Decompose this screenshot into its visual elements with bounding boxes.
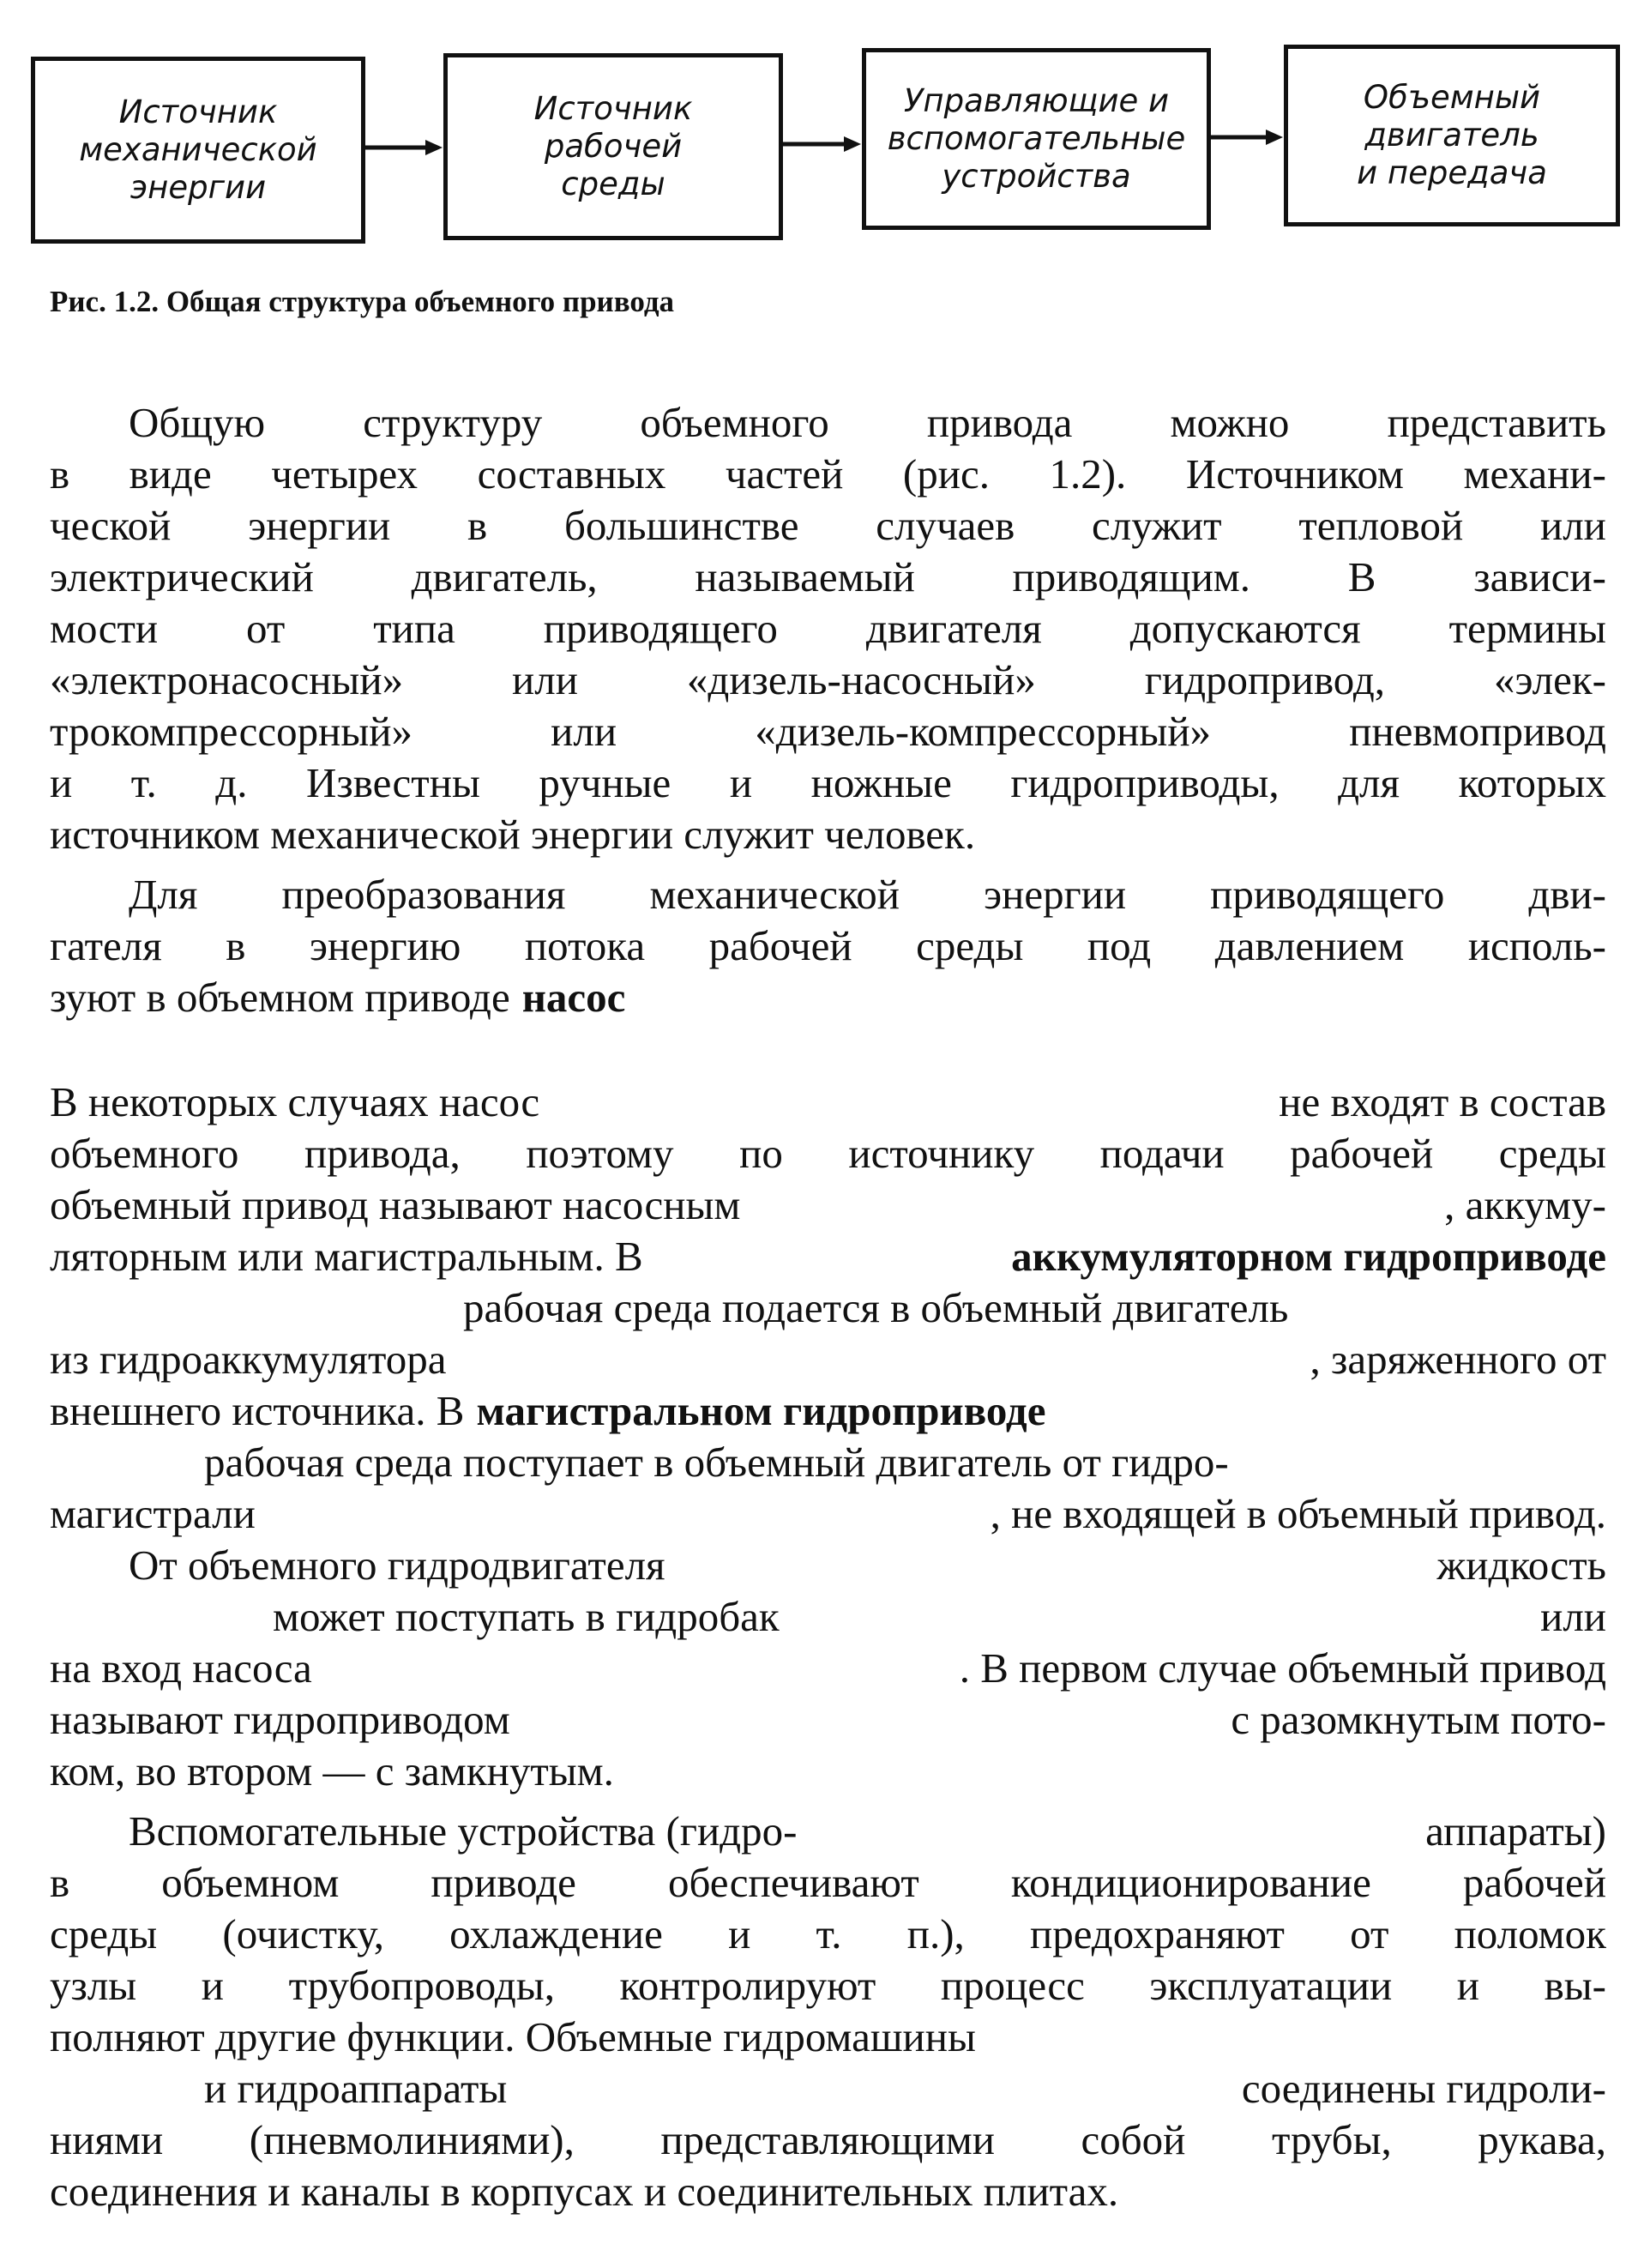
- text-line: и т. д. Известны ручные и ножные гидроприводы, для которых: [50, 759, 1606, 806]
- structure-diagram: [0, 0, 1644, 274]
- text-line: электрический двигатель, называемый приводящим. В зависи-: [50, 553, 1606, 600]
- text-line: среды (очистку, охлаждение и т. п.), предохраняют от поломок: [50, 1910, 1606, 1957]
- text-line: Общую структуру объемного привода можно представить: [129, 399, 1606, 446]
- text-line: ниями (пневмолиниями), представляющими собой трубы, рукава,: [50, 2116, 1606, 2163]
- text-line: соединения и каналы в корпусах и соединительных плитах.: [50, 2168, 1119, 2215]
- text-line: зуют в объемном приводе насос: [50, 974, 626, 1021]
- box-mechanical-energy-source: [31, 57, 365, 244]
- text-line: ческой энергии в большинстве случаев служит тепловой или: [50, 502, 1606, 549]
- text-line: От объемного гидродвигателя жидкость: [129, 1541, 1606, 1589]
- text-line: В некоторых случаях насос не входят в состав: [50, 1078, 1606, 1125]
- box-label: Управляющие и вспомогательные устройства: [887, 82, 1186, 195]
- text-line: в объемном приводе обеспечивают кондиционирование рабочей: [50, 1859, 1606, 1906]
- text-line: Для преобразования механической энергии приводящего дви-: [129, 871, 1606, 918]
- text-line: в виде четырех составных частей (рис. 1.2). Источником механи-: [50, 450, 1606, 498]
- text-line: ком, во втором — с замкнутым.: [50, 1747, 614, 1794]
- text-line: магистрали , не входящей в объемный привод.: [50, 1490, 1606, 1537]
- text-line: объемного привода, поэтому по источнику подачи рабочей среды: [50, 1130, 1606, 1177]
- arrow-3-head: [1266, 130, 1283, 145]
- box-label: Источник рабочей среды: [533, 90, 693, 202]
- text-line: объемный привод называют насосным , аккуму-: [50, 1181, 1606, 1228]
- text-line: гателя в энергию потока рабочей среды под давлением исполь-: [50, 922, 1606, 969]
- text-line: называют гидроприводом с разомкнутым пото-: [50, 1696, 1606, 1743]
- text-line: ляторным или магистральным. В аккумуляторном гидроприводе: [50, 1233, 1606, 1280]
- text-line: может поступать в гидробак или: [273, 1593, 1606, 1640]
- text-line: на вход насоса . В первом случае объемный привод: [50, 1644, 1606, 1692]
- text-line: внешнего источника. В магистральном гидроприводе: [50, 1387, 1046, 1434]
- text-line: из гидроаккумулятора , заряженного от: [50, 1336, 1606, 1383]
- figure-caption: Рис. 1.2. Общая структура объемного привода: [50, 285, 675, 318]
- text-line: и гидроаппараты соединены гидроли-: [204, 2065, 1606, 2112]
- text-line: узлы и трубопроводы, контролируют процесс эксплуатации и вы-: [50, 1962, 1606, 2009]
- text-line: Вспомогательные устройства (гидро- аппараты): [129, 1807, 1606, 1855]
- arrow-1-head: [425, 140, 443, 155]
- text-line: «электронасосный» или «дизель-насосный» гидропривод, «элек-: [50, 656, 1606, 703]
- box-working-medium-source: [443, 53, 783, 240]
- text-line: рабочая среда поступает в объемный двигатель от гидро-: [204, 1439, 1229, 1486]
- text-line: рабочая среда подается в объемный двигатель: [463, 1284, 1289, 1331]
- box-control-auxiliary-devices: [862, 48, 1211, 230]
- box-volumetric-motor-transmission: [1284, 45, 1620, 226]
- box-label: Объемный двигатель и передача: [1357, 79, 1547, 191]
- arrow-2-head: [844, 136, 861, 152]
- text-line: трокомпрессорный» или «дизель-компрессорный» пневмопривод: [50, 708, 1606, 755]
- text-line: мости от типа приводящего двигателя допускаются термины: [50, 605, 1606, 652]
- box-label: Источник механической энергии: [79, 93, 317, 206]
- text-line: источником механической энергии служит человек.: [50, 811, 976, 858]
- text-line: полняют другие функции. Объемные гидромашины: [50, 2013, 976, 2060]
